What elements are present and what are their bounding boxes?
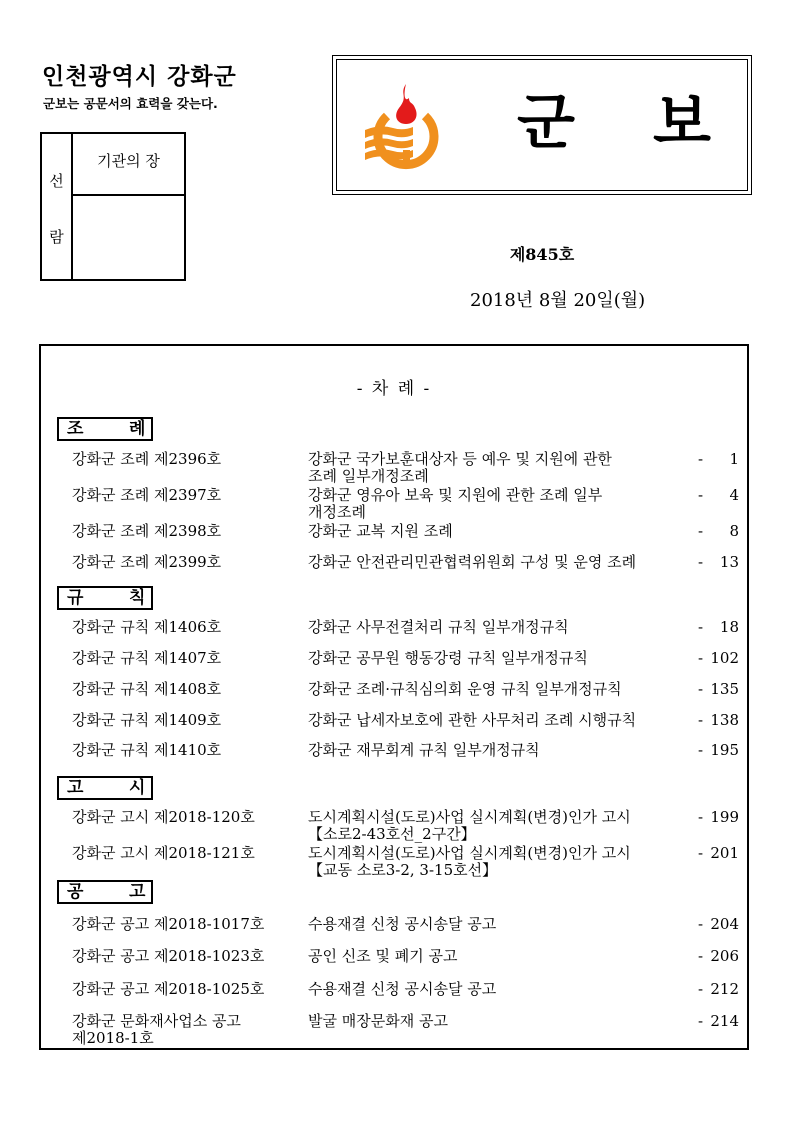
entry-page: 199 xyxy=(710,808,739,826)
review-side-label-top: 선 xyxy=(49,172,64,190)
entry-dash: - xyxy=(698,741,704,759)
section-tag-rule: 규 칙 xyxy=(57,586,153,610)
entry-title: 강화군 조례·규칙심의회 운영 규칙 일부개정규칙 xyxy=(308,680,622,698)
entry-title: 강화군 공무원 행동강령 규칙 일부개정규칙 xyxy=(308,649,588,667)
entry-page: 206 xyxy=(710,947,739,965)
entry-title: 강화군 납세자보호에 관한 사무처리 조례 시행규칙 xyxy=(308,711,637,729)
review-head-label: 기관의 장 xyxy=(73,134,184,196)
entry-page: 201 xyxy=(710,844,739,862)
entry-title: 강화군 교복 지원 조례 xyxy=(308,522,453,540)
entry-title: 수용재결 신청 공시송달 공고 xyxy=(308,980,497,998)
entry-page: 138 xyxy=(710,711,739,729)
entry-ref: 강화군 조례 제2397호 xyxy=(72,486,222,504)
entry-dash: - xyxy=(698,947,704,965)
entry-ref: 강화군 규칙 제1409호 xyxy=(72,711,222,729)
entry-ref: 강화군 고시 제2018-121호 xyxy=(72,844,255,862)
entry-page: 214 xyxy=(710,1012,739,1030)
section-tag-ordinance: 조 례 xyxy=(57,417,153,441)
review-side-label-bottom: 람 xyxy=(49,228,64,246)
county-emblem-icon xyxy=(359,80,451,172)
entry-dash: - xyxy=(698,486,704,504)
entry-ref: 강화군 공고 제2018-1023호 xyxy=(72,947,265,965)
entry-title: 강화군 재무회계 규칙 일부개정규칙 xyxy=(308,741,540,759)
entry-title: 강화군 영유아 보육 및 지원에 관한 조례 일부 개정조례 xyxy=(308,486,603,521)
entry-page: 195 xyxy=(710,741,739,759)
entry-page: 102 xyxy=(710,649,739,667)
org-name: 인천광역시 강화군 xyxy=(42,64,237,90)
section-tag-announcement: 공 고 xyxy=(57,880,153,904)
masthead xyxy=(332,55,752,195)
entry-ref: 강화군 고시 제2018-120호 xyxy=(72,808,255,826)
masthead-inner-frame xyxy=(336,59,748,191)
entry-title: 수용재결 신청 공시송달 공고 xyxy=(308,915,497,933)
entry-dash: - xyxy=(698,980,704,998)
entry-page: 212 xyxy=(710,980,739,998)
entry-title: 발굴 매장문화재 공고 xyxy=(308,1012,448,1030)
entry-ref: 강화군 규칙 제1406호 xyxy=(72,618,222,636)
entry-title: 강화군 국가보훈대상자 등 예우 및 지원에 관한 조례 일부개정조례 xyxy=(308,450,612,485)
entry-page: 13 xyxy=(719,553,739,571)
entry-page: 8 xyxy=(729,522,739,540)
entry-dash: - xyxy=(698,450,704,468)
table-of-contents xyxy=(39,344,749,1050)
issue-date: 2018년 8월 20일(월) xyxy=(470,290,646,311)
entry-ref: 강화군 규칙 제1407호 xyxy=(72,649,222,667)
entry-page: 135 xyxy=(710,680,739,698)
entry-dash: - xyxy=(698,522,704,540)
review-signature-area xyxy=(73,196,184,279)
entry-page: 1 xyxy=(729,450,739,468)
entry-dash: - xyxy=(698,808,704,826)
entry-title: 강화군 안전관리민관협력위원회 구성 및 운영 조례 xyxy=(308,553,637,571)
entry-ref: 강화군 문화재사업소 공고 제2018-1호 xyxy=(72,1012,241,1047)
entry-dash: - xyxy=(698,915,704,933)
entry-page: 204 xyxy=(710,915,739,933)
entry-ref: 강화군 조례 제2399호 xyxy=(72,553,222,571)
entry-title: 도시계획시설(도로)사업 실시계획(변경)인가 고시 【교동 소로3-2, 3-15호선】 xyxy=(308,844,631,879)
entry-ref: 강화군 조례 제2398호 xyxy=(72,522,222,540)
entry-dash: - xyxy=(698,680,704,698)
entry-page: 4 xyxy=(729,486,739,504)
entry-dash: - xyxy=(698,1012,704,1030)
entry-ref: 강화군 공고 제2018-1025호 xyxy=(72,980,265,998)
toc-title: - 차 례 - xyxy=(356,379,432,399)
entry-dash: - xyxy=(698,711,704,729)
entry-dash: - xyxy=(698,649,704,667)
entry-ref: 강화군 규칙 제1408호 xyxy=(72,680,222,698)
entry-dash: - xyxy=(698,844,704,862)
entry-dash: - xyxy=(698,553,704,571)
entry-ref: 강화군 규칙 제1410호 xyxy=(72,741,222,759)
entry-dash: - xyxy=(698,618,704,636)
masthead-title-char-1: 군 xyxy=(517,88,575,158)
section-tag-notice: 고 시 xyxy=(57,776,153,800)
entry-title: 강화군 사무전결처리 규칙 일부개정규칙 xyxy=(308,618,569,636)
entry-ref: 강화군 조례 제2396호 xyxy=(72,450,222,468)
org-subtitle: 군보는 공문서의 효력을 갖는다. xyxy=(43,96,218,111)
masthead-title-char-2: 보 xyxy=(653,88,711,158)
issue-number: 제845호 xyxy=(509,245,575,264)
entry-page: 18 xyxy=(719,618,739,636)
entry-ref: 강화군 공고 제2018-1017호 xyxy=(72,915,265,933)
entry-title: 공인 신조 및 폐기 공고 xyxy=(308,947,458,965)
entry-title: 도시계획시설(도로)사업 실시계획(변경)인가 고시 【소로2-43호선_2구간】 xyxy=(308,808,631,843)
